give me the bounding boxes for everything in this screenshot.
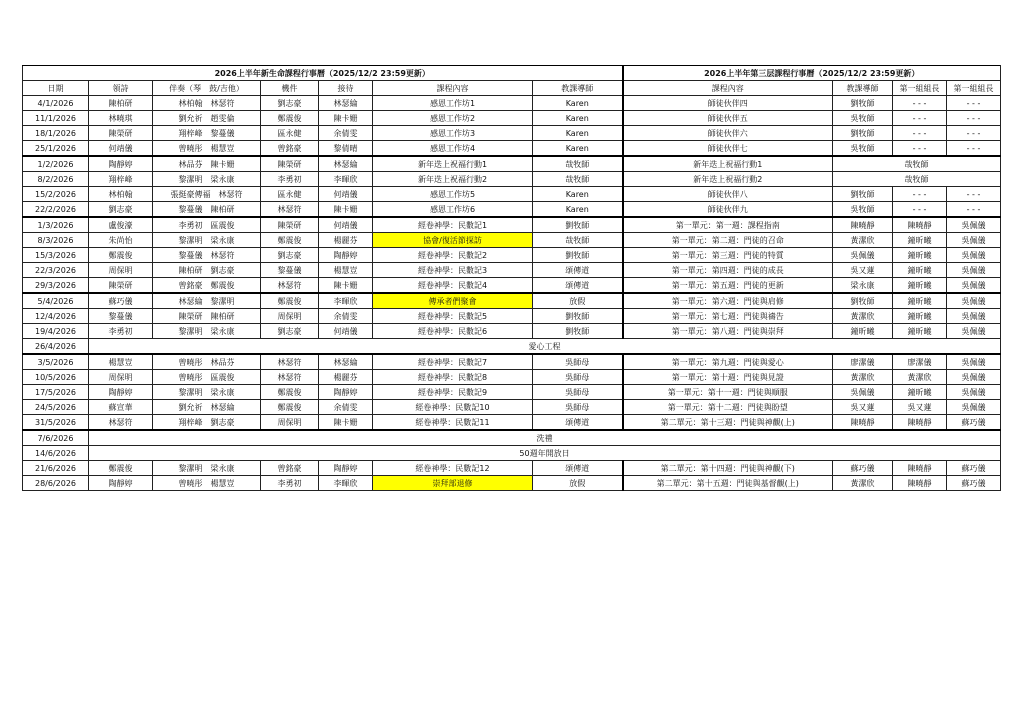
cell-instructor: 放假 — [533, 476, 623, 491]
cell-date: 11/1/2026 — [23, 111, 89, 126]
cell-worship-leader: 陳榮研 — [89, 278, 153, 294]
schedule-row — [23, 415, 1001, 431]
cell-worship-leader: 蘇巧儀 — [89, 293, 153, 309]
left-calendar-title: 2026上半年新生命課程行事曆（2025/12/2 23:59更新） — [23, 66, 623, 81]
cell-date: 22/2/2026 — [23, 202, 89, 218]
cell-group-leader-2: - - - — [947, 141, 1001, 157]
schedule-row — [23, 385, 1001, 400]
cell-accompaniment: 翔梓峰 劉志豪 — [153, 415, 261, 431]
cell-worship-leader: 周保明 — [89, 370, 153, 385]
cell-reception: 何靖儀 — [319, 187, 373, 202]
cell-date: 1/2/2026 — [23, 156, 89, 172]
schedule-row — [23, 248, 1001, 263]
schedule-row — [23, 430, 1001, 446]
cell-group-leader-2: 蘇巧儀 — [947, 461, 1001, 476]
cell-equipment: 林瑟符 — [261, 278, 319, 294]
cell-date: 15/3/2026 — [23, 248, 89, 263]
cell-instructor-2: 吳佩儀 — [833, 248, 893, 263]
cell-accompaniment: 曾曉彤 楊慧豈 — [153, 476, 261, 491]
cell-instructor: 吳師母 — [533, 370, 623, 385]
cell-date: 8/2/2026 — [23, 172, 89, 187]
cell-worship-leader: 陶靜婷 — [89, 476, 153, 491]
schedule-row — [23, 263, 1001, 278]
cell-equipment: 陳榮研 — [261, 156, 319, 172]
cell-reception: 李暉欣 — [319, 476, 373, 491]
cell-reception: 黎倩晴 — [319, 141, 373, 157]
schedule-row — [23, 278, 1001, 294]
cell-equipment: 李勇初 — [261, 172, 319, 187]
cell-group-leader: 鐘昕曦 — [893, 309, 947, 324]
cell-course-content-2: 師徒伙伴六 — [623, 126, 833, 141]
cell-instructor: 劉牧師 — [533, 248, 623, 263]
schedule-row — [23, 446, 1001, 461]
cell-course-content: 經卷神學：民數記3 — [373, 263, 533, 278]
cell-instructor-2: 吳又蓮 — [833, 400, 893, 415]
cell-reception: 楊麗芬 — [319, 233, 373, 248]
cell-reception: 陶靜婷 — [319, 248, 373, 263]
cell-instructor-2: 吳牧師 — [833, 141, 893, 157]
cell-group-leader: 陳曉靜 — [893, 217, 947, 233]
cell-reception: 李暉欣 — [319, 172, 373, 187]
cell-equipment: 鄭震俊 — [261, 111, 319, 126]
cell-group-leader-2: 吳佩儀 — [947, 324, 1001, 339]
cell-worship-leader: 林瑟符 — [89, 415, 153, 431]
cell-course-content-2: 第一單元：第十二週：門徒與盼望 — [623, 400, 833, 415]
cell-course-content: 傳承者們聚會 — [373, 293, 533, 309]
cell-instructor-2: 吳牧師 — [833, 111, 893, 126]
cell-reception: 余倩雯 — [319, 400, 373, 415]
cell-instructor-2: 陳曉靜 — [833, 415, 893, 431]
schedule-table — [22, 65, 1001, 491]
cell-group-leader: 鐘昕曦 — [893, 385, 947, 400]
cell-reception: 李暉欣 — [319, 293, 373, 309]
cell-group-leader-2: 吳佩儀 — [947, 370, 1001, 385]
cell-reception: 何靖儀 — [319, 324, 373, 339]
cell-accompaniment: 曾曉彤 楊慧豈 — [153, 141, 261, 157]
schedule-row — [23, 172, 1001, 187]
cell-date: 7/6/2026 — [23, 430, 89, 446]
cell-course-content: 經卷神學：民數記8 — [373, 370, 533, 385]
header-instructor-2: 教課導師 — [833, 81, 893, 96]
cell-reception: 余倩雯 — [319, 309, 373, 324]
cell-instructor: 頌傳道 — [533, 263, 623, 278]
cell-date: 12/4/2026 — [23, 309, 89, 324]
cell-group-leader-2: - - - — [947, 111, 1001, 126]
cell-accompaniment: 黎蔓儀 林瑟符 — [153, 248, 261, 263]
cell-group-leader-2: - - - — [947, 187, 1001, 202]
cell-instructor: Karen — [533, 126, 623, 141]
cell-course-content: 經卷神學：民數記6 — [373, 324, 533, 339]
cell-equipment: 劉志豪 — [261, 248, 319, 263]
cell-equipment: 鄭震俊 — [261, 400, 319, 415]
schedule-row — [23, 400, 1001, 415]
schedule-row — [23, 202, 1001, 218]
cell-worship-leader: 林柏翰 — [89, 187, 153, 202]
cell-course-content: 經卷神學：民數記11 — [373, 415, 533, 431]
cell-instructor: Karen — [533, 141, 623, 157]
cell-instructor: 哉牧師 — [533, 172, 623, 187]
cell-reception: 陳卡姗 — [319, 278, 373, 294]
cell-date: 3/5/2026 — [23, 354, 89, 370]
header-worship-leader: 領詩 — [89, 81, 153, 96]
cell-worship-leader: 翔梓峰 — [89, 172, 153, 187]
cell-course-content-2: 第一單元：第十週：門徒與見證 — [623, 370, 833, 385]
cell-course-content-2: 第二單元：第十四週：門徒與神觀(下) — [623, 461, 833, 476]
cell-group-leader: - - - — [893, 187, 947, 202]
cell-course-content: 經卷神學：民數記10 — [373, 400, 533, 415]
cell-group-leader: - - - — [893, 126, 947, 141]
cell-reception: 陳卡姗 — [319, 415, 373, 431]
cell-instructor: 吳師母 — [533, 400, 623, 415]
schedule-row — [23, 354, 1001, 370]
cell-instructor: 吳師母 — [533, 385, 623, 400]
cell-accompaniment: 黎蔓儀 陳柏研 — [153, 202, 261, 218]
cell-worship-leader: 鄭震俊 — [89, 461, 153, 476]
cell-group-leader: 鐘昕曦 — [893, 248, 947, 263]
schedule-row — [23, 309, 1001, 324]
cell-reception: 楊慧豈 — [319, 263, 373, 278]
cell-accompaniment: 林柏翰 林瑟符 — [153, 96, 261, 111]
cell-group-leader-2: 蘇巧儀 — [947, 415, 1001, 431]
cell-group-leader-2: 吳佩儀 — [947, 309, 1001, 324]
cell-date: 31/5/2026 — [23, 415, 89, 431]
cell-course-content: 崇拜部退修 — [373, 476, 533, 491]
cell-reception: 余倩雯 — [319, 126, 373, 141]
cell-course-content-2: 第一單元：第五週：門徒的更新 — [623, 278, 833, 294]
cell-course-content-2: 第一單元：第四週：門徒的成長 — [623, 263, 833, 278]
cell-equipment: 鄭震俊 — [261, 293, 319, 309]
title-row — [23, 66, 1001, 81]
cell-instructor-2: 劉牧師 — [833, 293, 893, 309]
cell-group-leader-2: 吳佩儀 — [947, 293, 1001, 309]
cell-group-leader: 廖潔儀 — [893, 354, 947, 370]
cell-equipment: 劉志豪 — [261, 96, 319, 111]
schedule-row — [23, 187, 1001, 202]
cell-course-content: 新年迭上祝福行動2 — [373, 172, 533, 187]
cell-equipment: 鄭震俊 — [261, 385, 319, 400]
cell-instructor-2: 哉牧師 — [833, 172, 1001, 187]
cell-instructor: 劉牧師 — [533, 309, 623, 324]
cell-course-content: 經卷神學：民數記1 — [373, 217, 533, 233]
cell-instructor: Karen — [533, 187, 623, 202]
cell-worship-leader: 盧俊濠 — [89, 217, 153, 233]
cell-instructor-2: 蘇巧儀 — [833, 461, 893, 476]
cell-course-content: 協會/復活節探訪 — [373, 233, 533, 248]
cell-equipment: 周保明 — [261, 309, 319, 324]
cell-course-content-2: 新年迭上祝福行動1 — [623, 156, 833, 172]
cell-equipment: 曾銘豪 — [261, 461, 319, 476]
cell-instructor-2: 鐘昕曦 — [833, 324, 893, 339]
cell-group-leader: 鐘昕曦 — [893, 233, 947, 248]
cell-equipment: 鄭震俊 — [261, 233, 319, 248]
cell-group-leader-2: 吳佩儀 — [947, 400, 1001, 415]
cell-worship-leader: 陳榮研 — [89, 126, 153, 141]
cell-instructor-2: 陳曉靜 — [833, 217, 893, 233]
cell-worship-leader: 蘇宣華 — [89, 400, 153, 415]
cell-group-leader: 吳又蓮 — [893, 400, 947, 415]
cell-worship-leader: 林曉琪 — [89, 111, 153, 126]
cell-instructor-2: 吳又蓮 — [833, 263, 893, 278]
cell-reception: 楊麗芬 — [319, 370, 373, 385]
cell-group-leader: - - - — [893, 202, 947, 218]
cell-equipment: 林瑟符 — [261, 354, 319, 370]
cell-instructor: 吳師母 — [533, 354, 623, 370]
cell-reception: 陳卡姗 — [319, 111, 373, 126]
cell-date: 4/1/2026 — [23, 96, 89, 111]
cell-group-leader-2: - - - — [947, 96, 1001, 111]
cell-worship-leader: 黎蔓儀 — [89, 309, 153, 324]
cell-course-content: 感恩工作坊3 — [373, 126, 533, 141]
cell-equipment: 林瑟符 — [261, 202, 319, 218]
cell-instructor-2: 劉牧師 — [833, 126, 893, 141]
cell-course-content-2: 第一單元：第六週：門徒與肩修 — [623, 293, 833, 309]
header-group-leader: 第一組組長 — [893, 81, 947, 96]
cell-instructor: 頌傳道 — [533, 278, 623, 294]
cell-course-content-2: 第一單元：第三週：門徒的特質 — [623, 248, 833, 263]
cell-course-content: 感恩工作坊2 — [373, 111, 533, 126]
header-course-content: 課程內容 — [373, 81, 533, 96]
cell-course-content: 感恩工作坊6 — [373, 202, 533, 218]
cell-reception: 林瑟綸 — [319, 96, 373, 111]
cell-worship-leader: 鄭震俊 — [89, 248, 153, 263]
cell-accompaniment: 曾銘豪 鄭震俊 — [153, 278, 261, 294]
cell-accompaniment: 黎潔明 梁永康 — [153, 233, 261, 248]
cell-accompaniment: 林瑟綸 黎潔明 — [153, 293, 261, 309]
cell-course-content-2: 第二單元：第十五週：門徒與基督觀(上) — [623, 476, 833, 491]
cell-worship-leader: 陶靜婷 — [89, 385, 153, 400]
cell-group-leader: 鐘昕曦 — [893, 324, 947, 339]
header-date: 日期 — [23, 81, 89, 96]
cell-group-leader: 黃潔欣 — [893, 370, 947, 385]
cell-group-leader-2: - - - — [947, 202, 1001, 218]
cell-worship-leader: 陳柏研 — [89, 96, 153, 111]
cell-instructor: 放假 — [533, 293, 623, 309]
cell-instructor-2: 吳佩儀 — [833, 385, 893, 400]
cell-instructor-2: 黃潔欣 — [833, 476, 893, 491]
cell-reception: 陶靜婷 — [319, 461, 373, 476]
cell-equipment: 林瑟符 — [261, 370, 319, 385]
cell-course-content-2: 第一單元：第八週：門徒與崇拜 — [623, 324, 833, 339]
cell-course-content-2: 師徒伙伴五 — [623, 111, 833, 126]
cell-course-content: 經卷神學：民數記4 — [373, 278, 533, 294]
cell-worship-leader: 周保明 — [89, 263, 153, 278]
cell-accompaniment: 黎潔明 梁永康 — [153, 461, 261, 476]
cell-group-leader-2: 吳佩儀 — [947, 354, 1001, 370]
cell-group-leader: 鐘昕曦 — [893, 278, 947, 294]
header-course-content-2: 課程內容 — [623, 81, 833, 96]
cell-course-content: 新年迭上祝福行動1 — [373, 156, 533, 172]
cell-course-content-2: 師徒伙伴八 — [623, 187, 833, 202]
cell-date: 17/5/2026 — [23, 385, 89, 400]
cell-date: 21/6/2026 — [23, 461, 89, 476]
cell-course-content-2: 第一單元：第二週：門徒的召命 — [623, 233, 833, 248]
cell-date: 25/1/2026 — [23, 141, 89, 157]
cell-course-content-2: 第一單元：第九週：門徒與愛心 — [623, 354, 833, 370]
cell-accompaniment: 黎潔明 梁永康 — [153, 324, 261, 339]
cell-reception: 陳卡姗 — [319, 202, 373, 218]
cell-course-content-2: 師徒伙伴九 — [623, 202, 833, 218]
schedule-row — [23, 217, 1001, 233]
cell-instructor-2: 梁永康 — [833, 278, 893, 294]
cell-group-leader-2: - - - — [947, 126, 1001, 141]
cell-instructor-2: 黃潔欣 — [833, 370, 893, 385]
cell-date: 10/5/2026 — [23, 370, 89, 385]
cell-equipment: 李勇初 — [261, 476, 319, 491]
cell-instructor: 哉牧師 — [533, 233, 623, 248]
cell-accompaniment: 李勇初 區震俊 — [153, 217, 261, 233]
cell-course-content: 經卷神學：民數記9 — [373, 385, 533, 400]
cell-group-leader-2: 吳佩儀 — [947, 385, 1001, 400]
cell-instructor-2: 吳牧師 — [833, 202, 893, 218]
cell-reception: 何靖儀 — [319, 217, 373, 233]
cell-instructor: 劉牧師 — [533, 324, 623, 339]
cell-course-content-2: 第一單元：第七週：門徒與禱告 — [623, 309, 833, 324]
cell-group-leader: 陳曉靜 — [893, 461, 947, 476]
header-instructor: 教課導師 — [533, 81, 623, 96]
cell-course-content: 經卷神學：民數記2 — [373, 248, 533, 263]
cell-group-leader: - - - — [893, 141, 947, 157]
cell-course-content-2: 第二單元：第十三週：門徒與神觀(上) — [623, 415, 833, 431]
cell-worship-leader: 朱尚怡 — [89, 233, 153, 248]
schedule-row — [23, 370, 1001, 385]
cell-worship-leader: 何靖儀 — [89, 141, 153, 157]
cell-instructor-2: 黃潔欣 — [833, 233, 893, 248]
cell-group-leader-2: 吳佩儀 — [947, 217, 1001, 233]
schedule-row — [23, 111, 1001, 126]
schedule-row — [23, 461, 1001, 476]
header-accompaniment: 伴奏（琴 鼓/吉他） — [153, 81, 261, 96]
cell-course-content: 經卷神學：民數記5 — [373, 309, 533, 324]
cell-worship-leader: 陶靜婷 — [89, 156, 153, 172]
right-calendar-title: 2026上半年第三层課程行事曆（2025/12/2 23:59更新） — [623, 66, 1001, 81]
cell-worship-leader: 李勇初 — [89, 324, 153, 339]
cell-group-leader-2: 吳佩儀 — [947, 263, 1001, 278]
cell-date: 8/3/2026 — [23, 233, 89, 248]
cell-date: 26/4/2026 — [23, 339, 89, 355]
cell-equipment: 周保明 — [261, 415, 319, 431]
schedule-row — [23, 476, 1001, 491]
cell-instructor-2: 廖潔儀 — [833, 354, 893, 370]
cell-instructor: Karen — [533, 96, 623, 111]
cell-group-leader: - - - — [893, 96, 947, 111]
cell-equipment: 陳榮研 — [261, 217, 319, 233]
cell-group-leader-2: 吳佩儀 — [947, 233, 1001, 248]
schedule-row — [23, 324, 1001, 339]
cell-date: 19/4/2026 — [23, 324, 89, 339]
cell-course-content-2: 第一單元：第十一週：門徒與順服 — [623, 385, 833, 400]
cell-date: 28/6/2026 — [23, 476, 89, 491]
cell-instructor: 哉牧師 — [533, 156, 623, 172]
cell-date: 1/3/2026 — [23, 217, 89, 233]
cell-group-leader-2: 吳佩儀 — [947, 278, 1001, 294]
schedule-row — [23, 156, 1001, 172]
cell-course-content: 感恩工作坊1 — [373, 96, 533, 111]
cell-group-leader: 陳曉靜 — [893, 415, 947, 431]
cell-course-content-2: 新年迭上祝福行動2 — [623, 172, 833, 187]
cell-instructor-2: 劉牧師 — [833, 187, 893, 202]
cell-course-content: 感恩工作坊4 — [373, 141, 533, 157]
cell-equipment: 曾銘豪 — [261, 141, 319, 157]
schedule-row — [23, 141, 1001, 157]
cell-group-leader-2: 蘇巧儀 — [947, 476, 1001, 491]
schedule-row — [23, 293, 1001, 309]
cell-course-content-2: 師徒伙伴四 — [623, 96, 833, 111]
cell-course-content-2: 師徒伙伴七 — [623, 141, 833, 157]
cell-event: 洗禮 — [89, 430, 1001, 446]
cell-group-leader: 陳曉靜 — [893, 476, 947, 491]
cell-accompaniment: 劉允祈 趙雯倫 — [153, 111, 261, 126]
cell-group-leader: 鐘昕曦 — [893, 293, 947, 309]
cell-accompaniment: 曾曉彤 區震俊 — [153, 370, 261, 385]
cell-worship-leader: 楊慧豈 — [89, 354, 153, 370]
cell-group-leader: - - - — [893, 111, 947, 126]
cell-course-content-2: 第一單元：第一週：課程指南 — [623, 217, 833, 233]
cell-accompaniment: 陳榮研 陳柏研 — [153, 309, 261, 324]
cell-instructor-2: 劉牧師 — [833, 96, 893, 111]
cell-accompaniment: 曾曉彤 林品芬 — [153, 354, 261, 370]
cell-instructor: 劉牧師 — [533, 217, 623, 233]
cell-equipment: 黎蔓儀 — [261, 263, 319, 278]
cell-equipment: 區永健 — [261, 187, 319, 202]
cell-instructor: 頌傳道 — [533, 415, 623, 431]
cell-accompaniment: 張挺豪傳福 林瑟符 — [153, 187, 261, 202]
header-equipment: 機件 — [261, 81, 319, 96]
cell-accompaniment: 劉允祈 林瑟綸 — [153, 400, 261, 415]
cell-reception: 林瑟綸 — [319, 354, 373, 370]
cell-instructor: Karen — [533, 202, 623, 218]
cell-accompaniment: 陳柏研 劉志豪 — [153, 263, 261, 278]
cell-equipment: 區永健 — [261, 126, 319, 141]
header-group-leader-2: 第一組組長 — [947, 81, 1001, 96]
cell-group-leader: 鐘昕曦 — [893, 263, 947, 278]
cell-course-content: 經卷神學：民數記7 — [373, 354, 533, 370]
cell-group-leader-2: 吳佩儀 — [947, 248, 1001, 263]
cell-equipment: 劉志豪 — [261, 324, 319, 339]
header-reception: 接待 — [319, 81, 373, 96]
cell-accompaniment: 黎潔明 梁永康 — [153, 385, 261, 400]
cell-date: 15/2/2026 — [23, 187, 89, 202]
cell-reception: 林瑟綸 — [319, 156, 373, 172]
cell-course-content: 經卷神學：民數記12 — [373, 461, 533, 476]
cell-date: 18/1/2026 — [23, 126, 89, 141]
cell-event: 50週年開放日 — [89, 446, 1001, 461]
cell-worship-leader: 劉志豪 — [89, 202, 153, 218]
header-row — [23, 81, 1001, 96]
cell-date: 14/6/2026 — [23, 446, 89, 461]
cell-accompaniment: 黎潔明 梁永康 — [153, 172, 261, 187]
schedule-row — [23, 126, 1001, 141]
cell-instructor: 頌傳道 — [533, 461, 623, 476]
cell-instructor: Karen — [533, 111, 623, 126]
cell-date: 29/3/2026 — [23, 278, 89, 294]
cell-reception: 陶靜婷 — [319, 385, 373, 400]
cell-event: 愛心工程 — [89, 339, 1001, 355]
cell-accompaniment: 林品芬 陳卡姗 — [153, 156, 261, 172]
schedule-row — [23, 96, 1001, 111]
schedule-row — [23, 339, 1001, 355]
cell-date: 24/5/2026 — [23, 400, 89, 415]
schedule-row — [23, 233, 1001, 248]
cell-accompaniment: 翔梓峰 黎蔓儀 — [153, 126, 261, 141]
cell-date: 22/3/2026 — [23, 263, 89, 278]
cell-course-content: 感恩工作坊5 — [373, 187, 533, 202]
cell-instructor-2: 哉牧師 — [833, 156, 1001, 172]
cell-instructor-2: 黃潔欣 — [833, 309, 893, 324]
cell-date: 5/4/2026 — [23, 293, 89, 309]
